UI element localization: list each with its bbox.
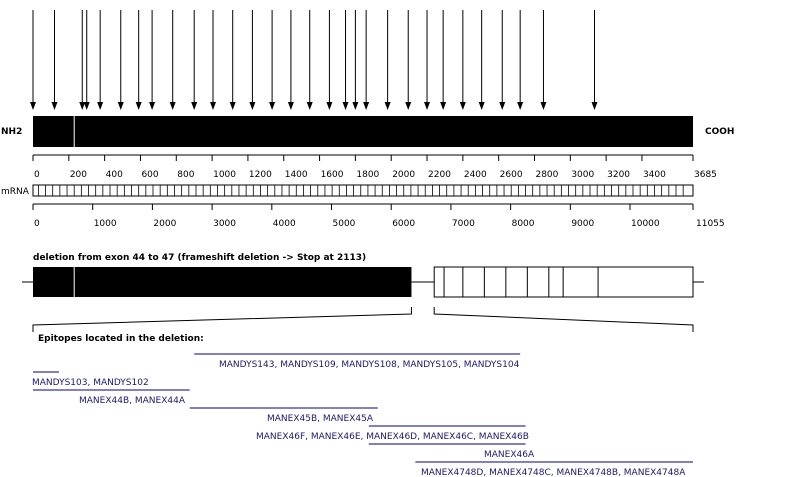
protein-axis-tick-label: 3400 (642, 170, 666, 180)
protein-axis-tick-label: 0 (34, 170, 40, 180)
arrow-head (84, 102, 90, 110)
mrna-label: mRNA (1, 187, 29, 197)
protein-axis-tick-label: 2200 (428, 170, 451, 180)
protein-axis-tick-label: 2800 (535, 170, 559, 180)
arrow-head (136, 102, 142, 110)
arrow-head (307, 102, 313, 110)
arrow-head (499, 102, 505, 110)
arrow-head (230, 102, 236, 110)
mrna-axis-tick-label: 7000 (451, 219, 475, 229)
zoom-bracket-left (33, 307, 411, 332)
epitope-label: MANEX45B, MANEX45A (267, 414, 373, 424)
mrna-length-label: 11055 (696, 219, 725, 229)
protein-axis-tick-label: 1000 (213, 170, 237, 180)
arrow-head (424, 102, 430, 110)
arrow-head (30, 102, 36, 110)
arrow-head (170, 102, 176, 110)
protein-axis-tick-label: 400 (105, 170, 123, 180)
arrow-head (191, 102, 197, 110)
epitope-label: MANDYS143, MANDYS109, MANDYS108, MANDYS105, MANDYS104 (219, 360, 520, 370)
protein-axis-tick-label: 800 (177, 170, 195, 180)
deletion-title: deletion from exon 44 to 47 (frameshift deletion -> Stop at 2113) (33, 253, 367, 263)
arrow-head (540, 102, 546, 110)
arrow-head (249, 102, 255, 110)
mrna-axis-tick-label: 4000 (272, 219, 296, 229)
n-terminus-label: NH2 (1, 127, 23, 137)
mrna-axis-tick-label: 9000 (571, 219, 595, 229)
protein-length-label: 3685 (694, 170, 717, 180)
protein-bar (33, 116, 693, 147)
epitope-label: MANEX4748D, MANEX4748C, MANEX4748B, MANEX4748A (421, 468, 686, 477)
zoom-bracket-right (434, 307, 693, 332)
mrna-axis-tick-label: 0 (34, 219, 40, 229)
arrow-head (51, 102, 57, 110)
mrna-axis (33, 204, 693, 229)
protein-axis-tick-label: 3200 (607, 170, 631, 180)
arrow-head (269, 102, 275, 110)
protein-axis-tick-label: 200 (69, 170, 88, 180)
epitope-label: MANEX44B, MANEX44A (79, 396, 185, 406)
protein-axis (33, 155, 693, 180)
arrow-head (97, 102, 103, 110)
epitopes-heading: Epitopes located in the deletion: (38, 334, 204, 344)
truncated-protein-bar (33, 267, 411, 297)
arrow-head (479, 102, 485, 110)
mrna-axis-tick-label: 8000 (511, 219, 535, 229)
arrow-head (460, 102, 466, 110)
arrow-head (343, 102, 349, 110)
mrna-bar (33, 185, 693, 196)
mrna-axis-tick-label: 10000 (631, 219, 660, 229)
protein-axis-tick-label: 600 (141, 170, 159, 180)
arrow-head (385, 102, 391, 110)
epitope-label: MANEX46A (484, 450, 535, 460)
protein-axis-tick-label: 3000 (571, 170, 595, 180)
epitope-list (32, 354, 693, 477)
c-terminus-label: COOH (705, 127, 735, 137)
arrow-head (440, 102, 446, 110)
mrna-axis-tick-label: 1000 (93, 219, 117, 229)
mrna-axis-tick-label: 6000 (392, 219, 416, 229)
protein-axis-tick-label: 1200 (248, 170, 272, 180)
arrow-head (118, 102, 124, 110)
protein-axis-tick-label: 2400 (463, 170, 487, 180)
arrow-head (517, 102, 523, 110)
protein-axis-tick-label: 1600 (320, 170, 344, 180)
arrow-head (326, 102, 332, 110)
arrow-group (30, 10, 597, 110)
protein-axis-tick-label: 1400 (284, 170, 308, 180)
epitope-label: MANDYS103, MANDYS102 (32, 378, 149, 388)
arrow-head (352, 102, 358, 110)
mrna-axis-tick-label: 3000 (213, 219, 237, 229)
mrna-axis-tick-label: 2000 (153, 219, 177, 229)
arrow-head (288, 102, 294, 110)
epitope-label: MANEX46F, MANEX46E, MANEX46D, MANEX46C, MANEX46B (256, 432, 529, 442)
protein-axis-tick-label: 1800 (356, 170, 380, 180)
mrna-axis-tick-label: 5000 (332, 219, 356, 229)
protein-axis-tick-label: 2600 (499, 170, 523, 180)
arrow-head (405, 102, 411, 110)
arrow-head (591, 102, 597, 110)
arrow-head (149, 102, 155, 110)
arrow-head (210, 102, 216, 110)
arrow-head (363, 102, 369, 110)
protein-axis-tick-label: 2000 (392, 170, 416, 180)
